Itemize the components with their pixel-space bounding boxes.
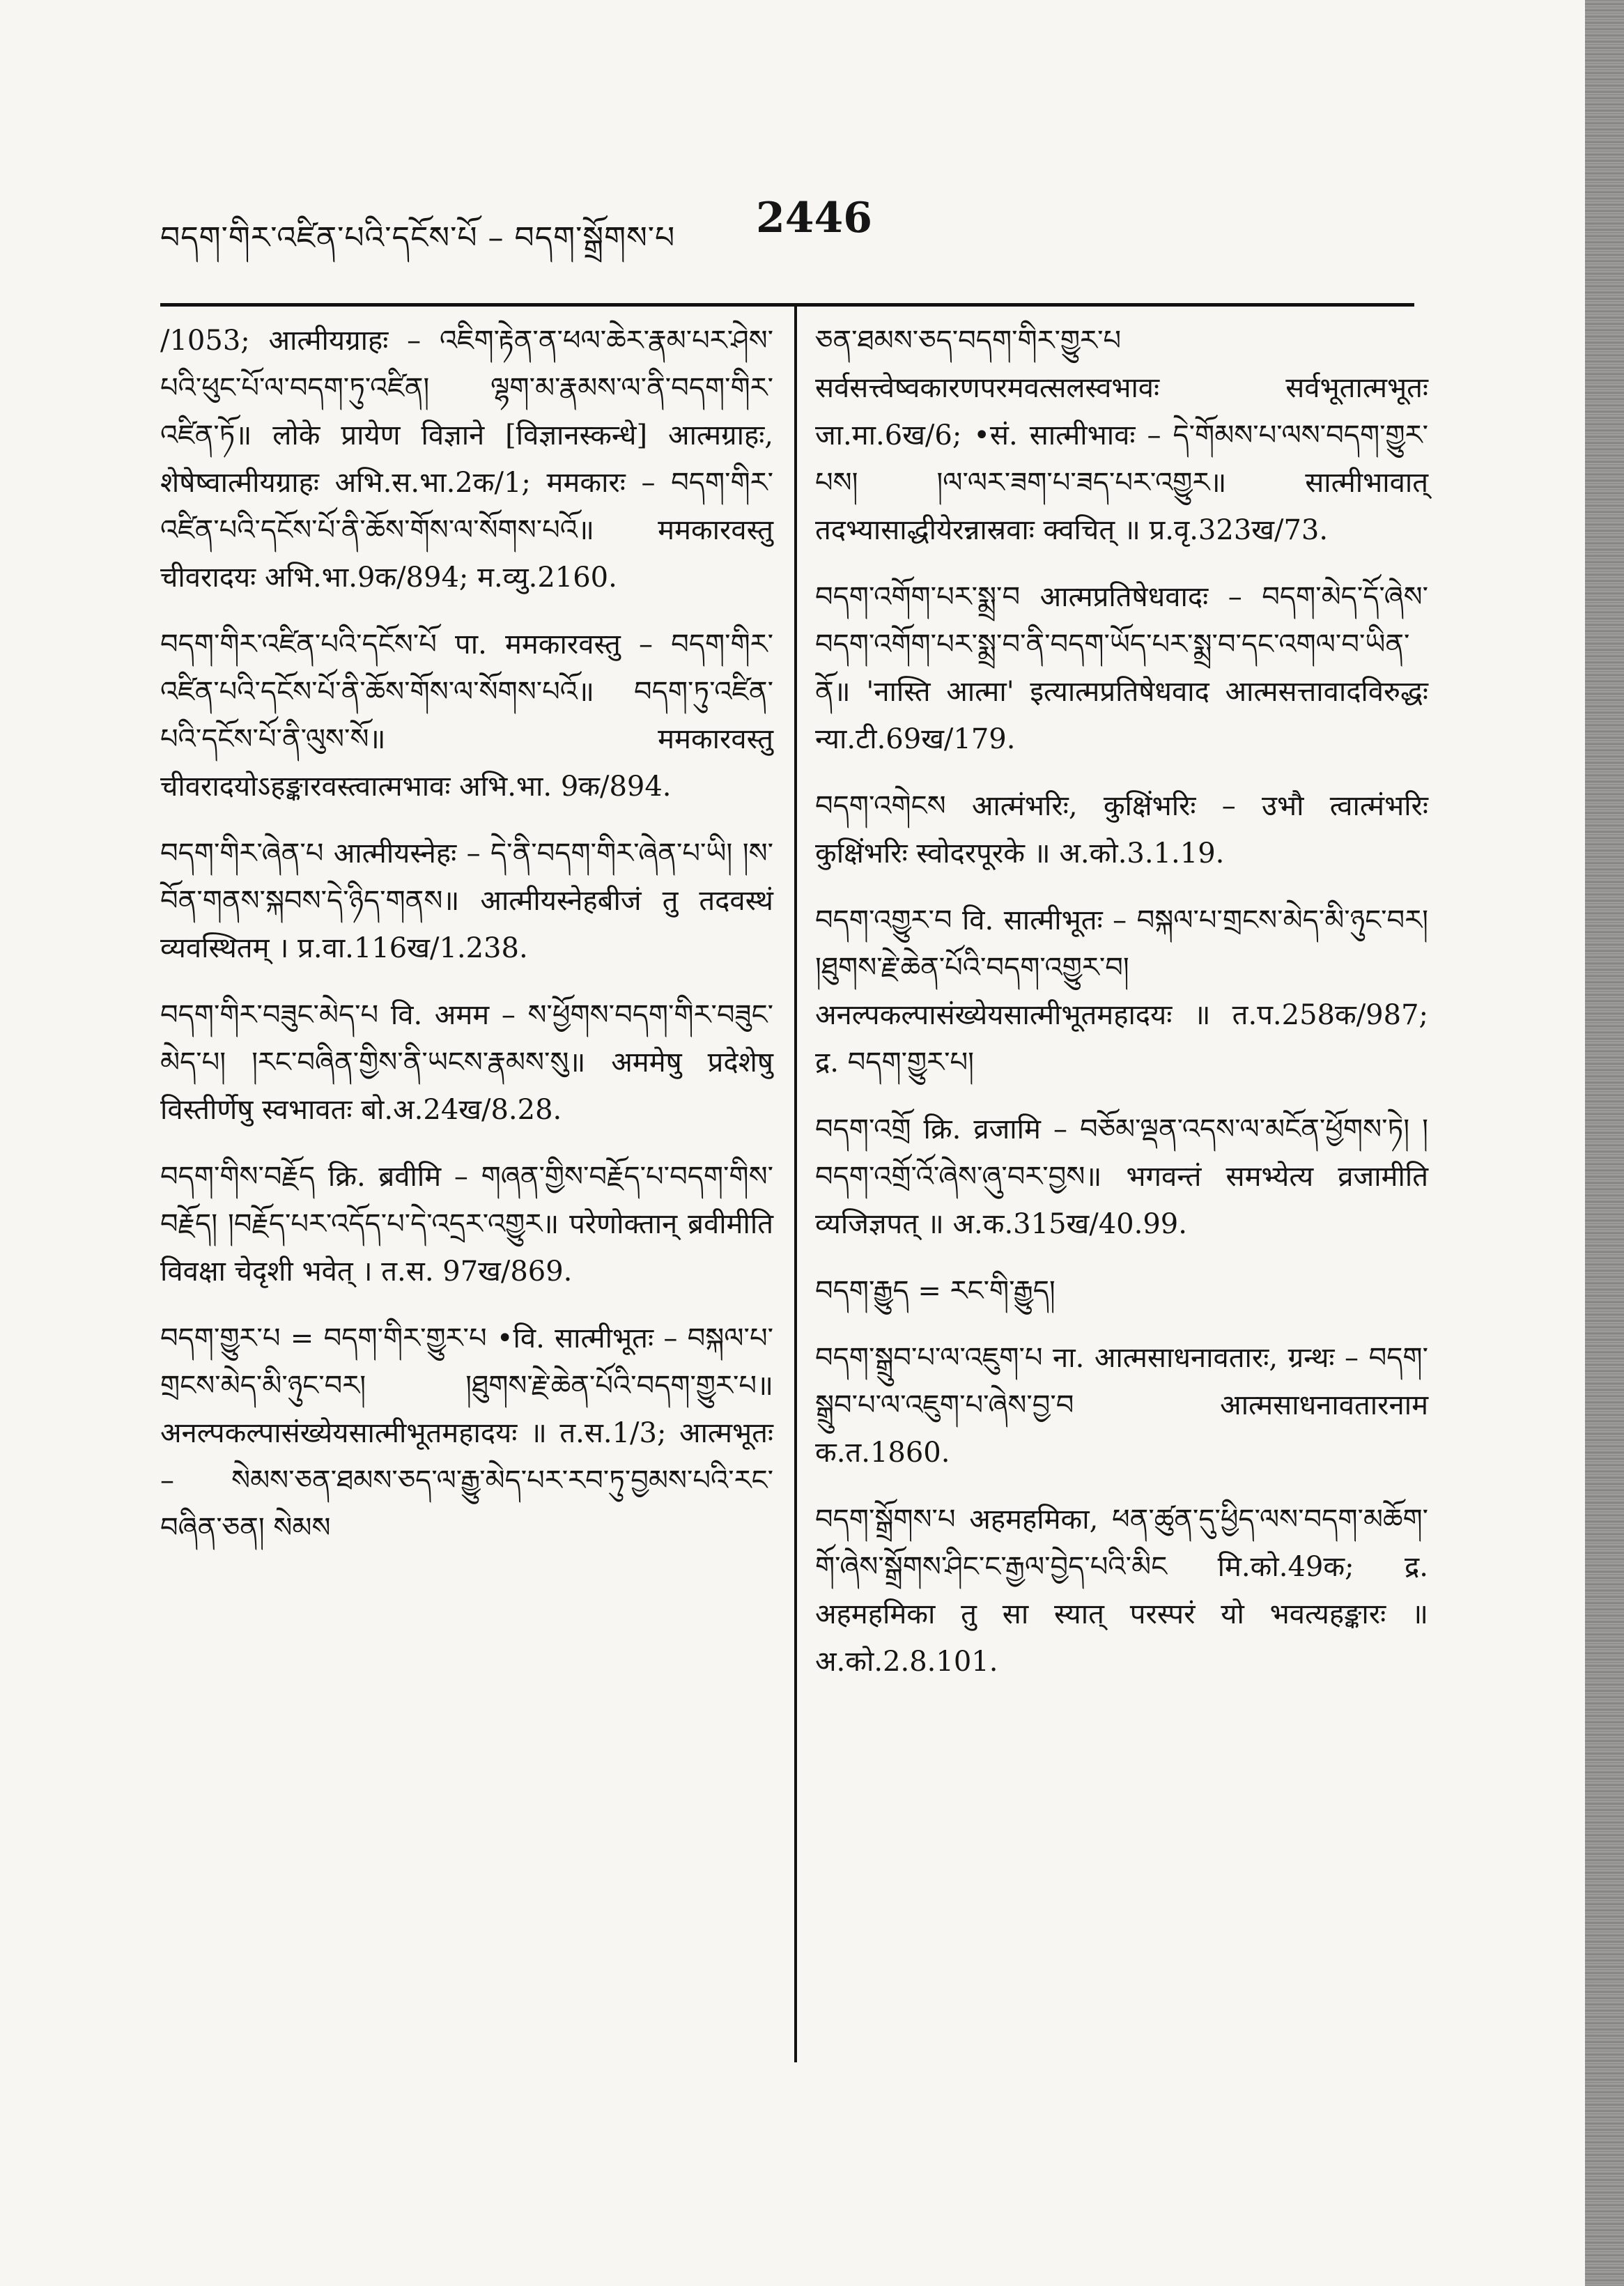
running-head: བདག་གིར་འཛིན་པའི་དངོས་པོ – བདག་སྒྲོགས་པ — [160, 220, 676, 256]
dictionary-entry: བདག་འགྱུར་བ वि. सात्मीभूतः – བསྐལ་པ་གྲངས་མེད་མི་ཉུང་བར། །ཐུགས་རྗེ་ཆེན་པོའི་བདག་འགྱུར་བ། अनल्पकल्पासंख्येयसात्मीभूतमहादयः ॥ त.प.258क/987; द्र. བདག་གྱུར་པ། — [815, 904, 1428, 1079]
right-column — [815, 317, 1428, 1705]
dictionary-entry: བདག་གྱུར་པ = བདག་གིར་གྱུར་པ •वि. सात्मीभूतः – བསྐལ་པ་གྲངས་མེད་མི་ཉུང་བར། །ཐུགས་རྗེ་ཆེན་པོའི་བདག་གྱུར་པ॥ अनल्पकल्पासंख्येयसात्मीभूतमहादयः ॥ त.स.1/3; आत्मभूतः – སེམས་ཅན་ཐམས་ཅད་ལ་རྒྱུ་མེད་པར་རབ་ཏུ་བྱམས་པའི་རང་བཞིན་ཅན། སེམས — [160, 1322, 773, 1544]
dictionary-entry: བདག་གིར་འཛིན་པའི་དངོས་པོ पा. ममकारवस्तु – བདག་གིར་འཛིན་པའི་དངོས་པོ་ནི་ཆོས་གོས་ལ་སོགས་པའོ॥ བདག་ཏུ་འཛིན་པའི་དངོས་པོ་ནི་ལུས་སོ॥ ममकारवस्तु चीवरादयोऽहङ्कारवस्त्वात्मभावः अभि.भा. 9क/894. — [160, 628, 773, 803]
page-header — [160, 194, 1414, 256]
dictionary-entry: བདག་འགོག་པར་སྨྲ་བ आत्मप्रतिषेधवादः – བདག་མེད་དོ་ཞེས་བདག་འགོག་པར་སྨྲ་བ་ནི་བདག་ཡོད་པར་སྨྲ་བ་དང་འགལ་བ་ཡིན་ནོ॥ 'नास्ति आत्मा' इत्यात्मप्रतिषेधवाद आत्मसत्तावादविरुद्धः न्या.टी.69ख/179. — [815, 581, 1428, 755]
dictionary-entry: བདག་གིར་ཞེན་པ आत्मीयस्नेहः – དེ་ནི་བདག་གིར་ཞེན་པ་ཡི། །ས་བོན་གནས་སྐབས་དེ་ཉིད་གནས॥ आत्मीयस्नेहबीजं तु तदवस्थं व्यवस्थितम् । प्र.वा.116ख/1.238. — [160, 837, 773, 964]
dictionary-entry: བདག་སྒྲོགས་པ अहमहमिका, ཕན་ཚུན་དུ་ཕྱིད་ལས་བདག་མཆོག་གོ་ཞེས་སྒྲོགས་ཤིང་ང་རྒྱལ་བྱེད་པའི་མིང मि.को.49क; द्र. अहमहमिका तु सा स्यात् परस्परं यो भवत्यहङ्कारः ॥ अ.को.2.8.101. — [815, 1504, 1428, 1678]
left-column — [160, 317, 773, 1571]
dictionary-entry: བདག་སྒྲུབ་པ་ལ་འཇུག་པ ना. आत्मसाधनावतारः, ग्रन्थः – བདག་སྒྲུབ་པ་ལ་འཇུག་པ་ཞེས་བྱ་བ आत्मसाधनावतारनाम क.त.1860. — [815, 1342, 1428, 1469]
dictionary-entry: བདག་འགྲོ क्रि. व्रजामि – བཅོམ་ལྡན་འདས་ལ་མངོན་ཕྱོགས་ཏེ། །བདག་འགྲོ་འོ་ཞེས་ཞུ་བར་བྱས॥ भगवन्तं समभ्येत्य व्रजामीति व्यजिज्ञपत् ॥ अ.क.315ख/40.99. — [815, 1113, 1428, 1240]
header-rule — [160, 303, 1414, 307]
page-number: 2446 — [756, 194, 872, 242]
scan-edge — [1585, 0, 1624, 2286]
dictionary-entry: བདག་འགེངས आत्मंभरिः, कुक्षिंभरिः – उभौ त्वात्मंभरिः कुक्षिंभरिः स्वोदरपूरके ॥ अ.को.3.1.19. — [815, 790, 1428, 870]
dictionary-entry: བདག་གིས་བརྗོད क्रि. ब्रवीमि – གཞན་གྱིས་བརྗོད་པ་བདག་གིས་བརྗོད། །བརྗོད་པར་འདོད་པ་དེ་འདྲར་འགྱུར॥ परेणोक्तान् ब्रवीमीति विवक्षा चेदृशी भवेत् । त.स. 97ख/869. — [160, 1161, 773, 1288]
dictionary-entry: བདག་རྒྱུད = རང་གི་རྒྱུད། — [815, 1275, 1055, 1307]
column-divider — [794, 307, 797, 2062]
dictionary-entry: ཅན་ཐམས་ཅད་བདག་གིར་གྱུར་པ सर्वसत्त्वेष्वकारणपरमवत्सलस्वभावः सर्वभूतात्मभूतः जा.मा.6ख/6; •सं. सात्मीभावः – དེ་གོམས་པ་ལས་བདག་གྱུར་པས། །ལ་ལར་ཟག་པ་ཟད་པར་འགྱུར॥ सात्मीभावात् तदभ्यासाद्धीयेरन्नास्रवाः क्वचित् ॥ प्र.वृ.323ख/73. — [815, 325, 1428, 546]
dictionary-entry: /1053; आत्मीयग्राहः – འཇིག་རྟེན་ན་ཕལ་ཆེར་རྣམ་པར་ཤེས་པའི་ཕུང་པོ་ལ་བདག་ཏུ་འཛིན། ལྷག་མ་རྣམས་ལ་ནི་བདག་གིར་འཛིན་ཏོ॥ लोके प्रायेण विज्ञाने [विज्ञानस्कन्धे] आत्मग्राहः, शेषेष्वात्मीयग्राहः अभि.स.भा.2क/1; ममकारः – བདག་གིར་འཛིན་པའི་དངོས་པོ་ནི་ཆོས་གོས་ལ་སོགས་པའོ॥ ममकारवस्तु चीवरादयः अभि.भा.9क/894; म.व्यु.2160. — [160, 325, 773, 594]
dictionary-entry: བདག་གིར་བཟུང་མེད་པ वि. अमम – ས་ཕྱོགས་བདག་གིར་བཟུང་མེད་པ། །རང་བཞིན་གྱིས་ནི་ཡངས་རྣམས་སུ॥ अममेषु प्रदेशेषु विस्तीर्णेषु स्वभावतः बो.अ.24ख/8.28. — [160, 999, 773, 1126]
